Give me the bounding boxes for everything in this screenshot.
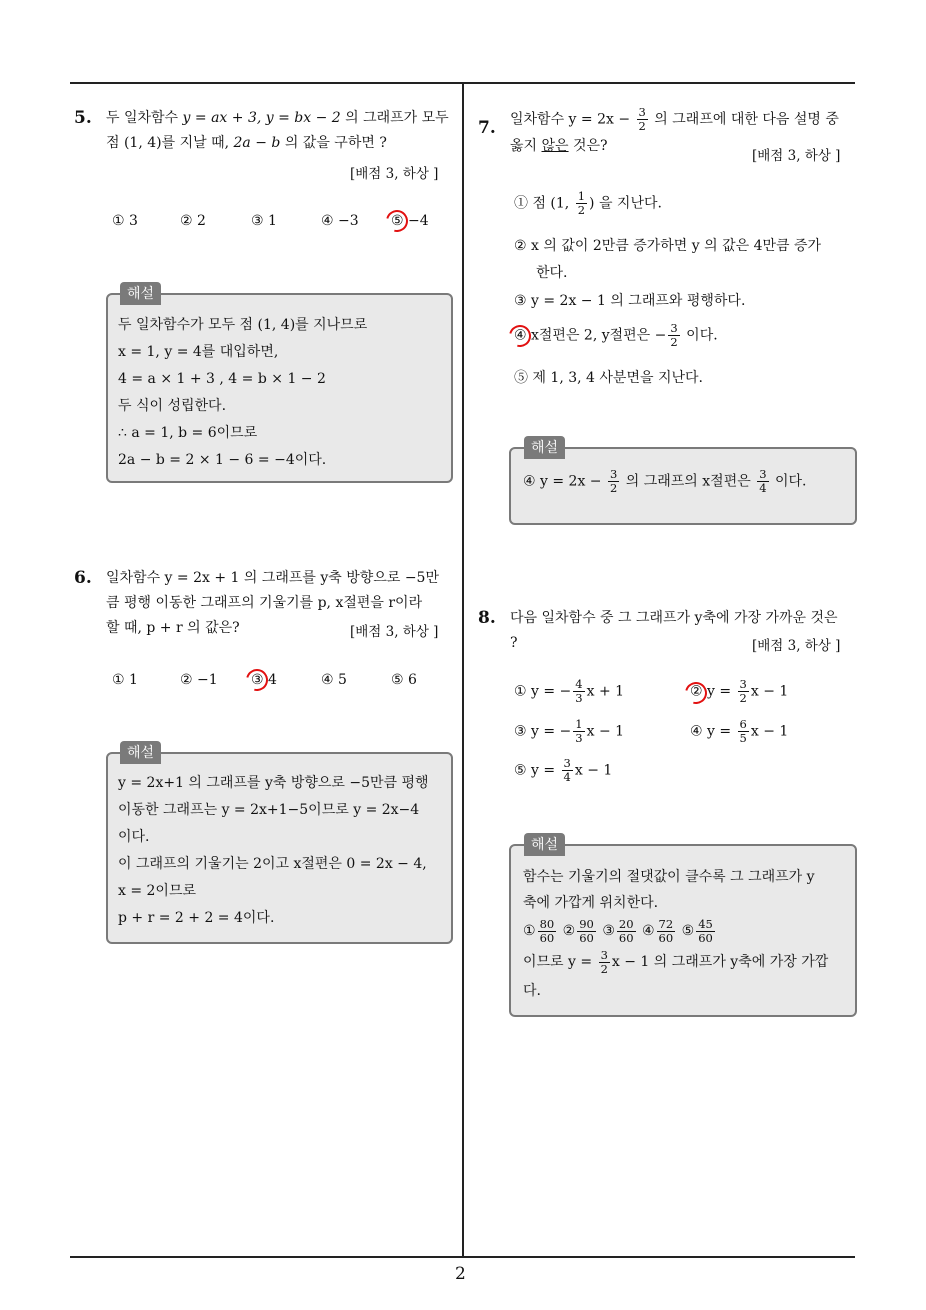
q6-option-3[interactable]: ③ 4 bbox=[251, 672, 277, 688]
q5-explain-tag: 해설 bbox=[120, 282, 161, 305]
q7-option-2[interactable]: ② x 의 값이 2만큼 증가하면 y 의 값은 4만큼 증가 한다. bbox=[514, 238, 822, 281]
q7-option-1[interactable]: ① 점 (1, $\frac{1}{2}$ ) 을 지난다. bbox=[514, 189, 662, 217]
q8-score: [배점 3, 하상 ] bbox=[752, 638, 841, 654]
q6-explain-text: y = 2x+1 의 그래프를 y축 방향으로 −5만큼 평행 이동한 그래프는 y = 2x+1−5이므로 y = 2x−4 이다. 이 그래프의 기울기는 2이고 x절편은 0 = 2x − 4, x = 2이므로 p + r = 2 + 2 = 4이다. bbox=[118, 775, 429, 926]
q6-score: [배점 3, 하상 ] bbox=[350, 624, 439, 640]
q8-option-5[interactable]: ⑤ y = $\frac{3}{4}$ x − 1 bbox=[514, 756, 613, 784]
q8-option-2[interactable]: ② y = $\frac{3}{2}$ x − 1 bbox=[690, 677, 789, 705]
q5-option-1[interactable]: ① 3 bbox=[112, 213, 138, 229]
q7-explain-text: ④ y = 2x − $\frac{3}{2}$ 의 그래프의 x절편은 $\frac{3}{4}$ 이다. bbox=[523, 467, 807, 495]
q6-option-2[interactable]: ② −1 bbox=[180, 672, 218, 688]
q5-score: [배점 3, 하상 ] bbox=[350, 166, 439, 182]
q7-question: 일차함수 y = 2x − $\frac{3}{2}$ 의 그래프에 대한 다음 설명 중 옳지 않은 것은? bbox=[510, 105, 839, 154]
bottom-rule bbox=[70, 1256, 855, 1258]
q5-answer-mark bbox=[382, 206, 412, 236]
q7-option-5[interactable]: ⑤ 제 1, 3, 4 사분면을 지난다. bbox=[514, 370, 703, 386]
q8-option-1[interactable]: ① y = − $\frac{4}{3}$ x + 1 bbox=[514, 677, 625, 705]
q5-question: 두 일차함수 y = ax + 3, y = bx − 2 의 그래프가 모두 점 (1, 4)를 지날 때, 2a − b 의 값을 구하면 ? bbox=[106, 110, 449, 151]
q7-option-3[interactable]: ③ y = 2x − 1 의 그래프와 평행하다. bbox=[514, 293, 746, 309]
q6-number: 6. bbox=[74, 568, 92, 588]
q5-option-3[interactable]: ③ 1 bbox=[251, 213, 277, 229]
column-divider bbox=[462, 82, 464, 1257]
q8-number: 8. bbox=[478, 608, 496, 628]
q7-score: [배점 3, 하상 ] bbox=[752, 148, 841, 164]
q8-option-4[interactable]: ④ y = $\frac{6}{5}$ x − 1 bbox=[690, 717, 789, 745]
page-number: 2 bbox=[455, 1264, 466, 1284]
q6-option-4[interactable]: ④ 5 bbox=[321, 672, 347, 688]
q8-question: 다음 일차함수 중 그 그래프가 y축에 가장 가까운 것은 ? bbox=[510, 610, 838, 651]
q8-explain-tag: 해설 bbox=[524, 833, 565, 856]
q5-explain-text: 두 일차함수가 모두 점 (1, 4)를 지나므로 x = 1, y = 4를 대입하면, 4 = a × 1 + 3 , 4 = b × 1 − 2 두 식이 성립한다. ∴ a = 1, b = 6이므로 2a − b = 2 × 1 − 6 = −4이다. bbox=[118, 317, 368, 468]
q8-explain-text: 함수는 기울기의 절댓값이 클수록 그 그래프가 y 축에 가깝게 위치한다. ① $\frac{80}{60}$ ② $\frac{90}{60}$ ③ $\frac{20}{60}$ ④ $\frac{72}{60}$ ⑤ $\frac{45}{60}$ 이므로 y = $\frac{3}{2}$ x − 1 의 그래프가 y축에 가장 가깝 다. bbox=[523, 869, 829, 999]
q6-option-5[interactable]: ⑤ 6 bbox=[391, 672, 417, 688]
q5-number: 5. bbox=[74, 108, 92, 128]
q7-explain-tag: 해설 bbox=[524, 436, 565, 459]
q6-answer-mark bbox=[242, 665, 272, 695]
q7-number: 7. bbox=[478, 118, 496, 138]
q8-option-3[interactable]: ③ y = − $\frac{1}{3}$ x − 1 bbox=[514, 717, 625, 745]
q6-explain-tag: 해설 bbox=[120, 741, 161, 764]
q6-option-1[interactable]: ① 1 bbox=[112, 672, 138, 688]
q5-option-5[interactable]: ⑤ −4 bbox=[391, 213, 429, 229]
q7-option-4[interactable]: ④ x절편은 2, y절편은 − $\frac{3}{2}$ 이다. bbox=[514, 321, 718, 349]
q5-option-2[interactable]: ② 2 bbox=[180, 213, 206, 229]
q5-option-4[interactable]: ④ −3 bbox=[321, 213, 359, 229]
q6-question: 일차함수 y = 2x + 1 의 그래프를 y축 방향으로 −5만 큼 평행 이동한 그래프의 기울기를 p, x절편을 r이라 할 때, p + r 의 값은? bbox=[106, 570, 439, 636]
